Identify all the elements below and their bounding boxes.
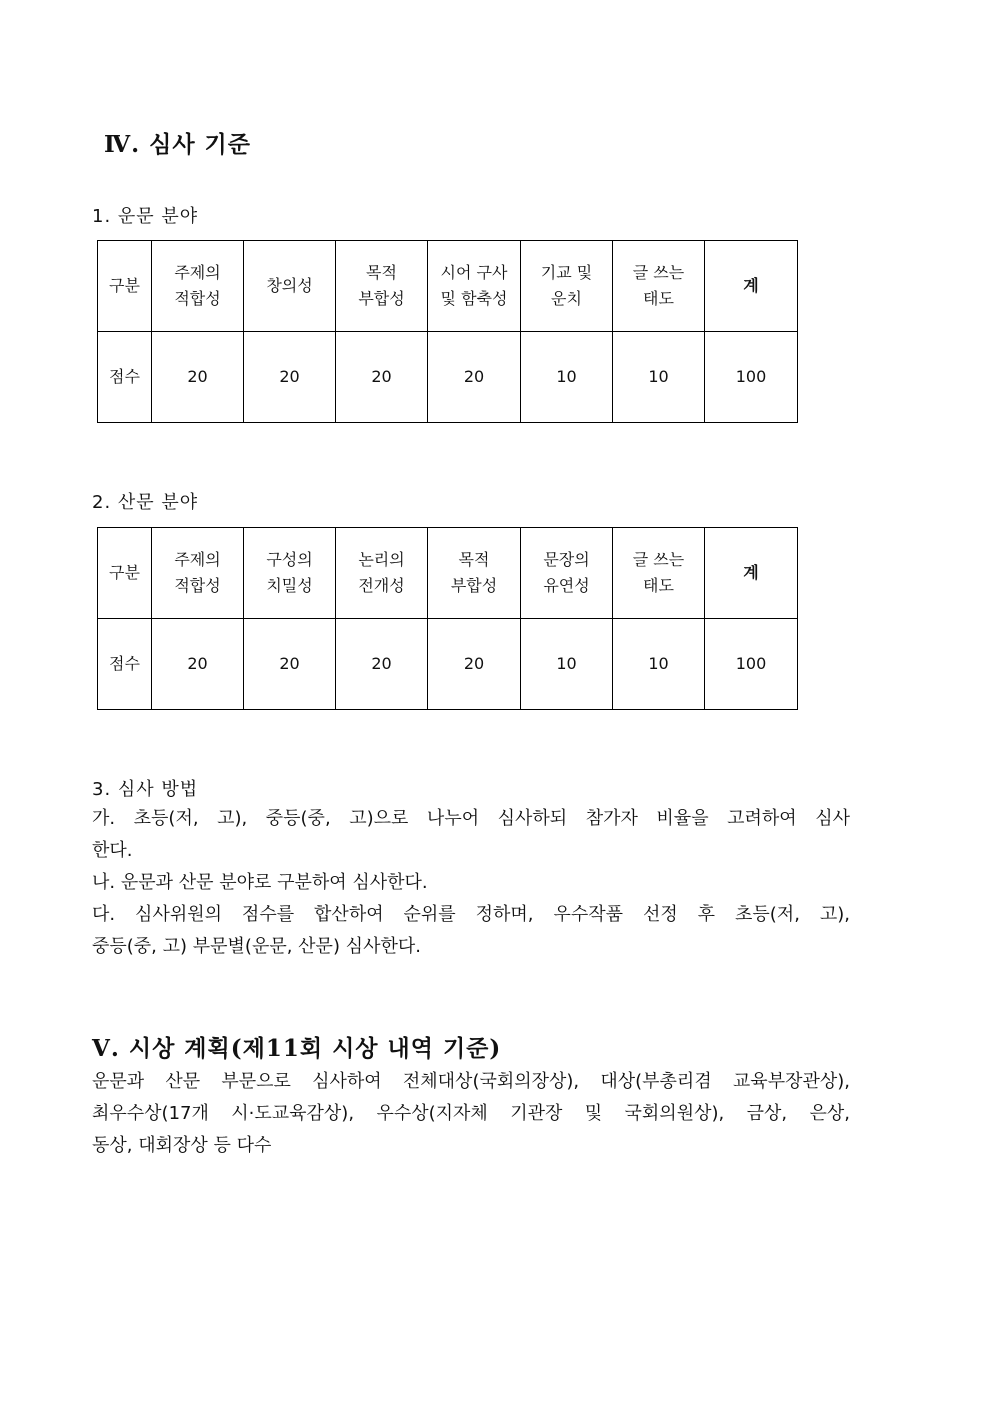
table-cell: 20 <box>428 619 521 710</box>
table-cell: 주제의 적합성 <box>152 528 244 619</box>
table-cell: 글 쓰는 태도 <box>613 241 705 332</box>
paragraph-line: 최우수상(17개 시·도교육감상), 우수상(지자체 기관장 및 국회의원상), 금상, 은상, <box>92 1103 850 1124</box>
table-header-row <box>98 528 798 619</box>
table-cell: 20 <box>336 619 428 710</box>
paragraph-line: 동상, 대회장상 등 다수 <box>92 1135 272 1156</box>
paragraph-line: 가. 초등(저, 고), 중등(중, 고)으로 나누어 심사하되 참가자 비율을 고려하여 심사 <box>92 808 850 829</box>
paragraph-line: 나. 운문과 산문 분야로 구분하여 심사한다. <box>92 872 428 893</box>
table-cell: 점수 <box>98 332 152 423</box>
paragraph-line: 중등(중, 고) 부문별(운문, 산문) 심사한다. <box>92 936 421 957</box>
table-cell: 20 <box>152 619 244 710</box>
table-cell: 기교 및 운치 <box>521 241 613 332</box>
table-cell: 20 <box>244 332 336 423</box>
paragraph-line: 운문과 산문 부문으로 심사하여 전체대상(국회의장상), 대상(부총리겸 교육부장관상), <box>92 1071 850 1092</box>
table-cell: 목적 부합성 <box>428 528 521 619</box>
table-cell: 20 <box>152 332 244 423</box>
section-4-title: Ⅳ. 심사 기준 <box>104 131 251 158</box>
table-cell: 구분 <box>98 241 152 332</box>
paragraph-line: 한다. <box>92 840 133 861</box>
table-cell: 목적 부합성 <box>336 241 428 332</box>
subsection-1-heading: 1. 운문 분야 <box>92 206 199 227</box>
table-cell-total: 계 <box>705 528 798 619</box>
table-cell: 주제의 적합성 <box>152 241 244 332</box>
table-cell: 구분 <box>98 528 152 619</box>
table-cell: 구성의 치밀성 <box>244 528 336 619</box>
table-cell: 20 <box>336 332 428 423</box>
table-cell: 10 <box>613 332 705 423</box>
subsection-3-heading: 3. 심사 방법 <box>92 779 199 800</box>
table-cell: 점수 <box>98 619 152 710</box>
table-cell: 10 <box>521 619 613 710</box>
table-cell: 논리의 전개성 <box>336 528 428 619</box>
paragraph-line: 다. 심사위원의 점수를 합산하여 순위를 정하며, 우수작품 선정 후 초등(저, 고), <box>92 904 850 925</box>
table-cell: 100 <box>705 332 798 423</box>
verse-score-table <box>97 240 798 423</box>
table-cell: 100 <box>705 619 798 710</box>
table-cell: 글 쓰는 태도 <box>613 528 705 619</box>
table-cell: 10 <box>613 619 705 710</box>
prose-score-table <box>97 527 798 710</box>
award-plan-text <box>92 1066 850 1162</box>
table-cell: 10 <box>521 332 613 423</box>
judging-method-text <box>92 803 850 963</box>
table-row <box>98 332 798 423</box>
table-cell: 20 <box>428 332 521 423</box>
table-cell: 20 <box>244 619 336 710</box>
subsection-2-heading: 2. 산문 분야 <box>92 492 199 513</box>
table-cell: 시어 구사 및 함축성 <box>428 241 521 332</box>
section-5-title: Ⅴ. 시상 계획(제11회 시상 내역 기준) <box>92 1035 502 1062</box>
table-cell: 창의성 <box>244 241 336 332</box>
table-cell: 문장의 유연성 <box>521 528 613 619</box>
table-header-row <box>98 241 798 332</box>
table-row <box>98 619 798 710</box>
table-cell-total: 계 <box>705 241 798 332</box>
